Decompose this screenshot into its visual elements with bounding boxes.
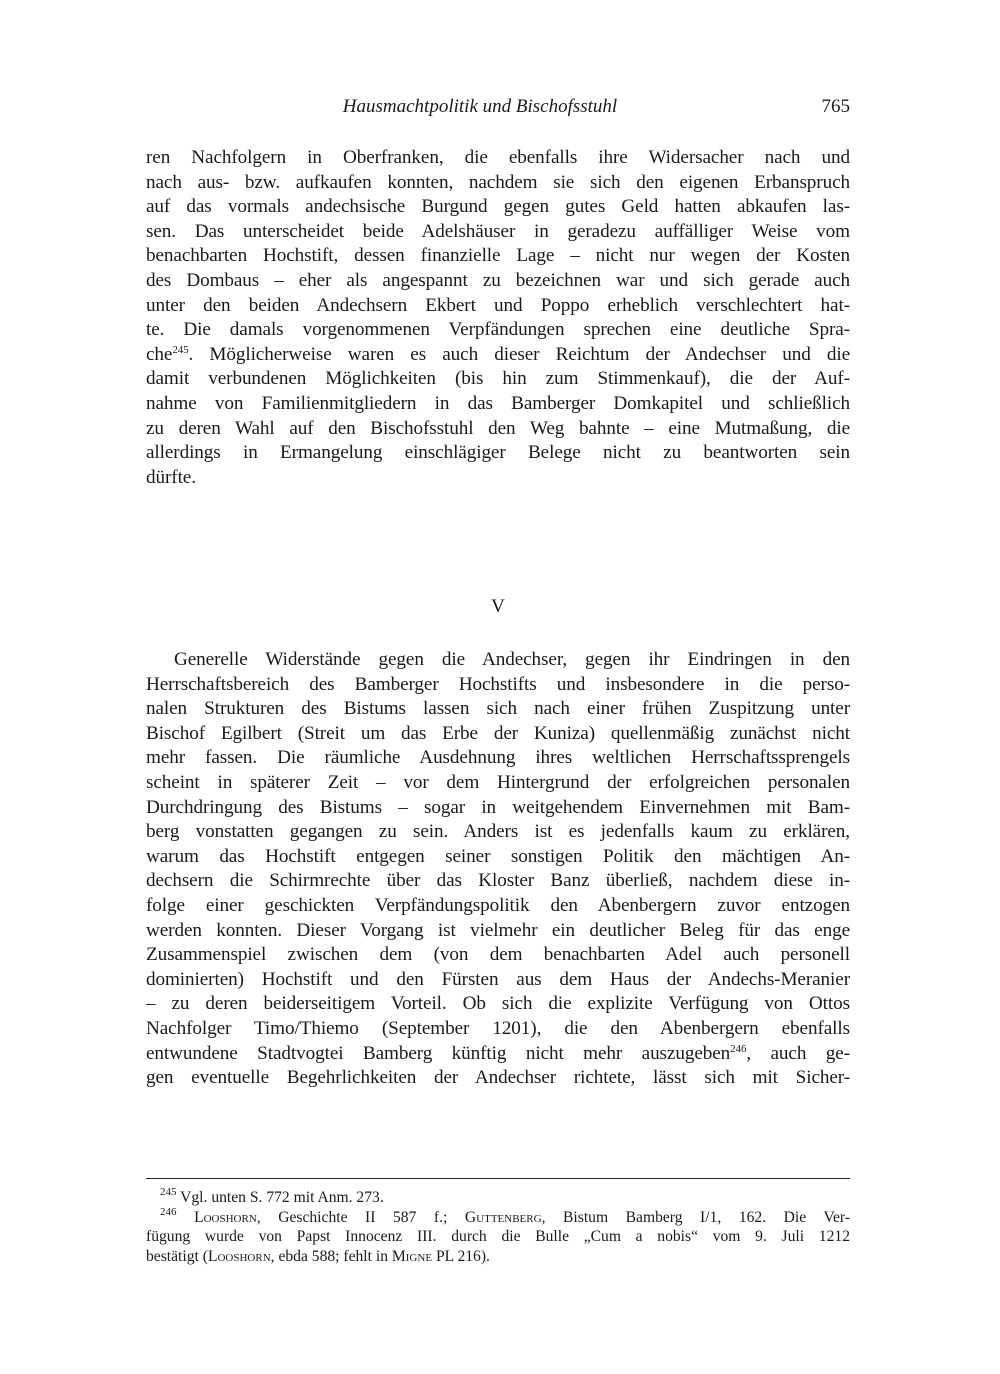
author-name: Looshorn xyxy=(194,1208,257,1226)
text-line: Nachfolger Timo/Thiemo (September 1201), die den Abenbergern ebenfalls xyxy=(146,1017,850,1039)
author-name: Guttenberg xyxy=(464,1208,542,1226)
text-line: gen eventuelle Begehrlichkeiten der Andechser richtete, lässt sich mit Sicher- xyxy=(146,1067,850,1089)
text-line: berg vonstatten gegangen zu sein. Anders ist es jedenfalls kaum zu erklären, xyxy=(146,821,850,843)
text-line: folge einer geschickten Verpfändungspolitik den Abenbergern zuvor entzogen xyxy=(146,894,850,916)
text-line: unter den beiden Andechsern Ekbert und Poppo erheblich verschlechtert hat- xyxy=(146,294,850,316)
text-line: auf das vormals andechsische Burgund gegen gutes Geld hatten abkaufen las- xyxy=(146,196,850,218)
text-line: Durchdringung des Bistums – sogar in weitgehendem Einvernehmen mit Bam- xyxy=(146,796,850,818)
footnotes xyxy=(146,1188,850,1266)
text-line: warum das Hochstift entgegen seiner sonstigen Politik den mächtigen An- xyxy=(146,845,850,867)
text-line: nalen Strukturen des Bistums lassen sich nach einer frühen Zuspitzung unter xyxy=(146,698,850,720)
text-line xyxy=(146,343,850,368)
text-line: des Dombaus – eher als angespannt zu bezeichnen war und sich gerade auch xyxy=(146,269,850,291)
text-line xyxy=(146,1042,850,1067)
text-line: nach aus- bzw. aufkaufen konnten, nachdem sie sich den eigenen Erbanspruch xyxy=(146,171,850,193)
footnote-text: bestätigt ( xyxy=(146,1247,208,1265)
footnote-text: Vgl. unten S. 772 mit Anm. 273. xyxy=(180,1189,384,1206)
footnote-line xyxy=(146,1247,850,1267)
page-number: 765 xyxy=(821,96,850,117)
text-line: Zusammenspiel zwischen dem (von dem benachbarten Adel auch personell xyxy=(146,944,850,966)
footnote-text: , Bistum Bamberg I/1, 162. Die Ver- xyxy=(541,1208,850,1226)
text-line: dominierten) Hochstift und den Fürsten aus dem Haus der Andechs-Meranier xyxy=(146,968,850,990)
text-line: – zu deren beiderseitigem Vorteil. Ob sich die explizite Verfügung von Ottos xyxy=(146,993,850,1015)
footnote-text: , Geschichte II 587 f.; xyxy=(256,1208,465,1226)
footnote-text: PL 216). xyxy=(432,1247,490,1265)
text-line: dechsern die Schirmrechte über das Kloster Banz überließ, nachdem diese in- xyxy=(146,870,850,892)
footnote-number: 246 xyxy=(160,1205,177,1218)
footnote-ref-246[interactable]: 246 xyxy=(730,1042,747,1055)
author-name: Looshorn xyxy=(207,1247,271,1265)
text-line: Generelle Widerstände gegen die Andechser, gegen ihr Eindringen in den xyxy=(174,649,850,670)
text-segment: . Möglicherweise waren es auch dieser Reichtum der Andechser und die xyxy=(188,343,850,365)
text-line: te. Die damals vorgenommenen Verpfändungen sprechen eine deutliche Spra- xyxy=(146,319,850,341)
text-line: Herrschaftsbereich des Bamberger Hochstifts und insbesondere in die perso- xyxy=(146,673,850,695)
footnote-ref-245[interactable]: 245 xyxy=(172,343,189,356)
paragraph xyxy=(146,648,850,1091)
author-name: Migne xyxy=(391,1247,433,1265)
text-line: scheint in späterer Zeit – vor dem Hintergrund der erfolgreichen personalen xyxy=(146,771,850,793)
text-line: zu deren Wahl auf den Bischofsstuhl den Weg bahnte – eine Mutmaßung, die xyxy=(146,417,850,439)
footnote-text: fügung wurde von Papst Innocenz III. durch die Bulle „Cum a nobis“ vom 9. Juli 1212 xyxy=(146,1228,850,1245)
text-line: mehr fassen. Die räumliche Ausdehnung ihres weltlichen Herrschaftssprengels xyxy=(146,747,850,769)
section-heading: V xyxy=(491,596,505,617)
paragraph xyxy=(146,146,850,490)
text-segment: , auch ge- xyxy=(746,1042,850,1064)
footnote-number: 245 xyxy=(160,1186,177,1198)
footnote-text: , ebda 588; fehlt in xyxy=(270,1247,392,1265)
text-segment: entwundene Stadtvogtei Bamberg künftig nicht mehr auszugeben xyxy=(146,1042,731,1064)
text-line: nahme von Familienmitgliedern in das Bamberger Domkapitel und schließlich xyxy=(146,392,850,414)
text-line: sen. Das unterscheidet beide Adelshäuser in geradezu auffälliger Weise vom xyxy=(146,220,850,242)
footnote-divider xyxy=(146,1178,850,1179)
text-line: dürfte. xyxy=(146,466,196,488)
text-line: benachbarten Hochstift, dessen finanzielle Lage – nicht nur wegen der Kosten xyxy=(146,245,850,267)
text-segment: che xyxy=(146,343,173,365)
footnote-246 xyxy=(146,1205,850,1228)
footnote-245 xyxy=(146,1188,850,1208)
text-line: Bischof Egilbert (Streit um das Erbe der Kuniza) quellenmäßig zunächst nicht xyxy=(146,722,850,744)
text-line: allerdings in Ermangelung einschlägiger Belege nicht zu beantworten sein xyxy=(146,442,850,464)
running-title: Hausmachtpolitik und Bischofsstuhl xyxy=(342,96,618,117)
text-line: ren Nachfolgern in Oberfranken, die ebenfalls ihre Widersacher nach und xyxy=(146,147,850,168)
text-line: werden konnten. Dieser Vorgang ist vielmehr ein deutlicher Beleg für das enge xyxy=(146,919,850,941)
text-line: damit verbundenen Möglichkeiten (bis hin zum Stimmenkauf), die der Auf- xyxy=(146,368,850,390)
